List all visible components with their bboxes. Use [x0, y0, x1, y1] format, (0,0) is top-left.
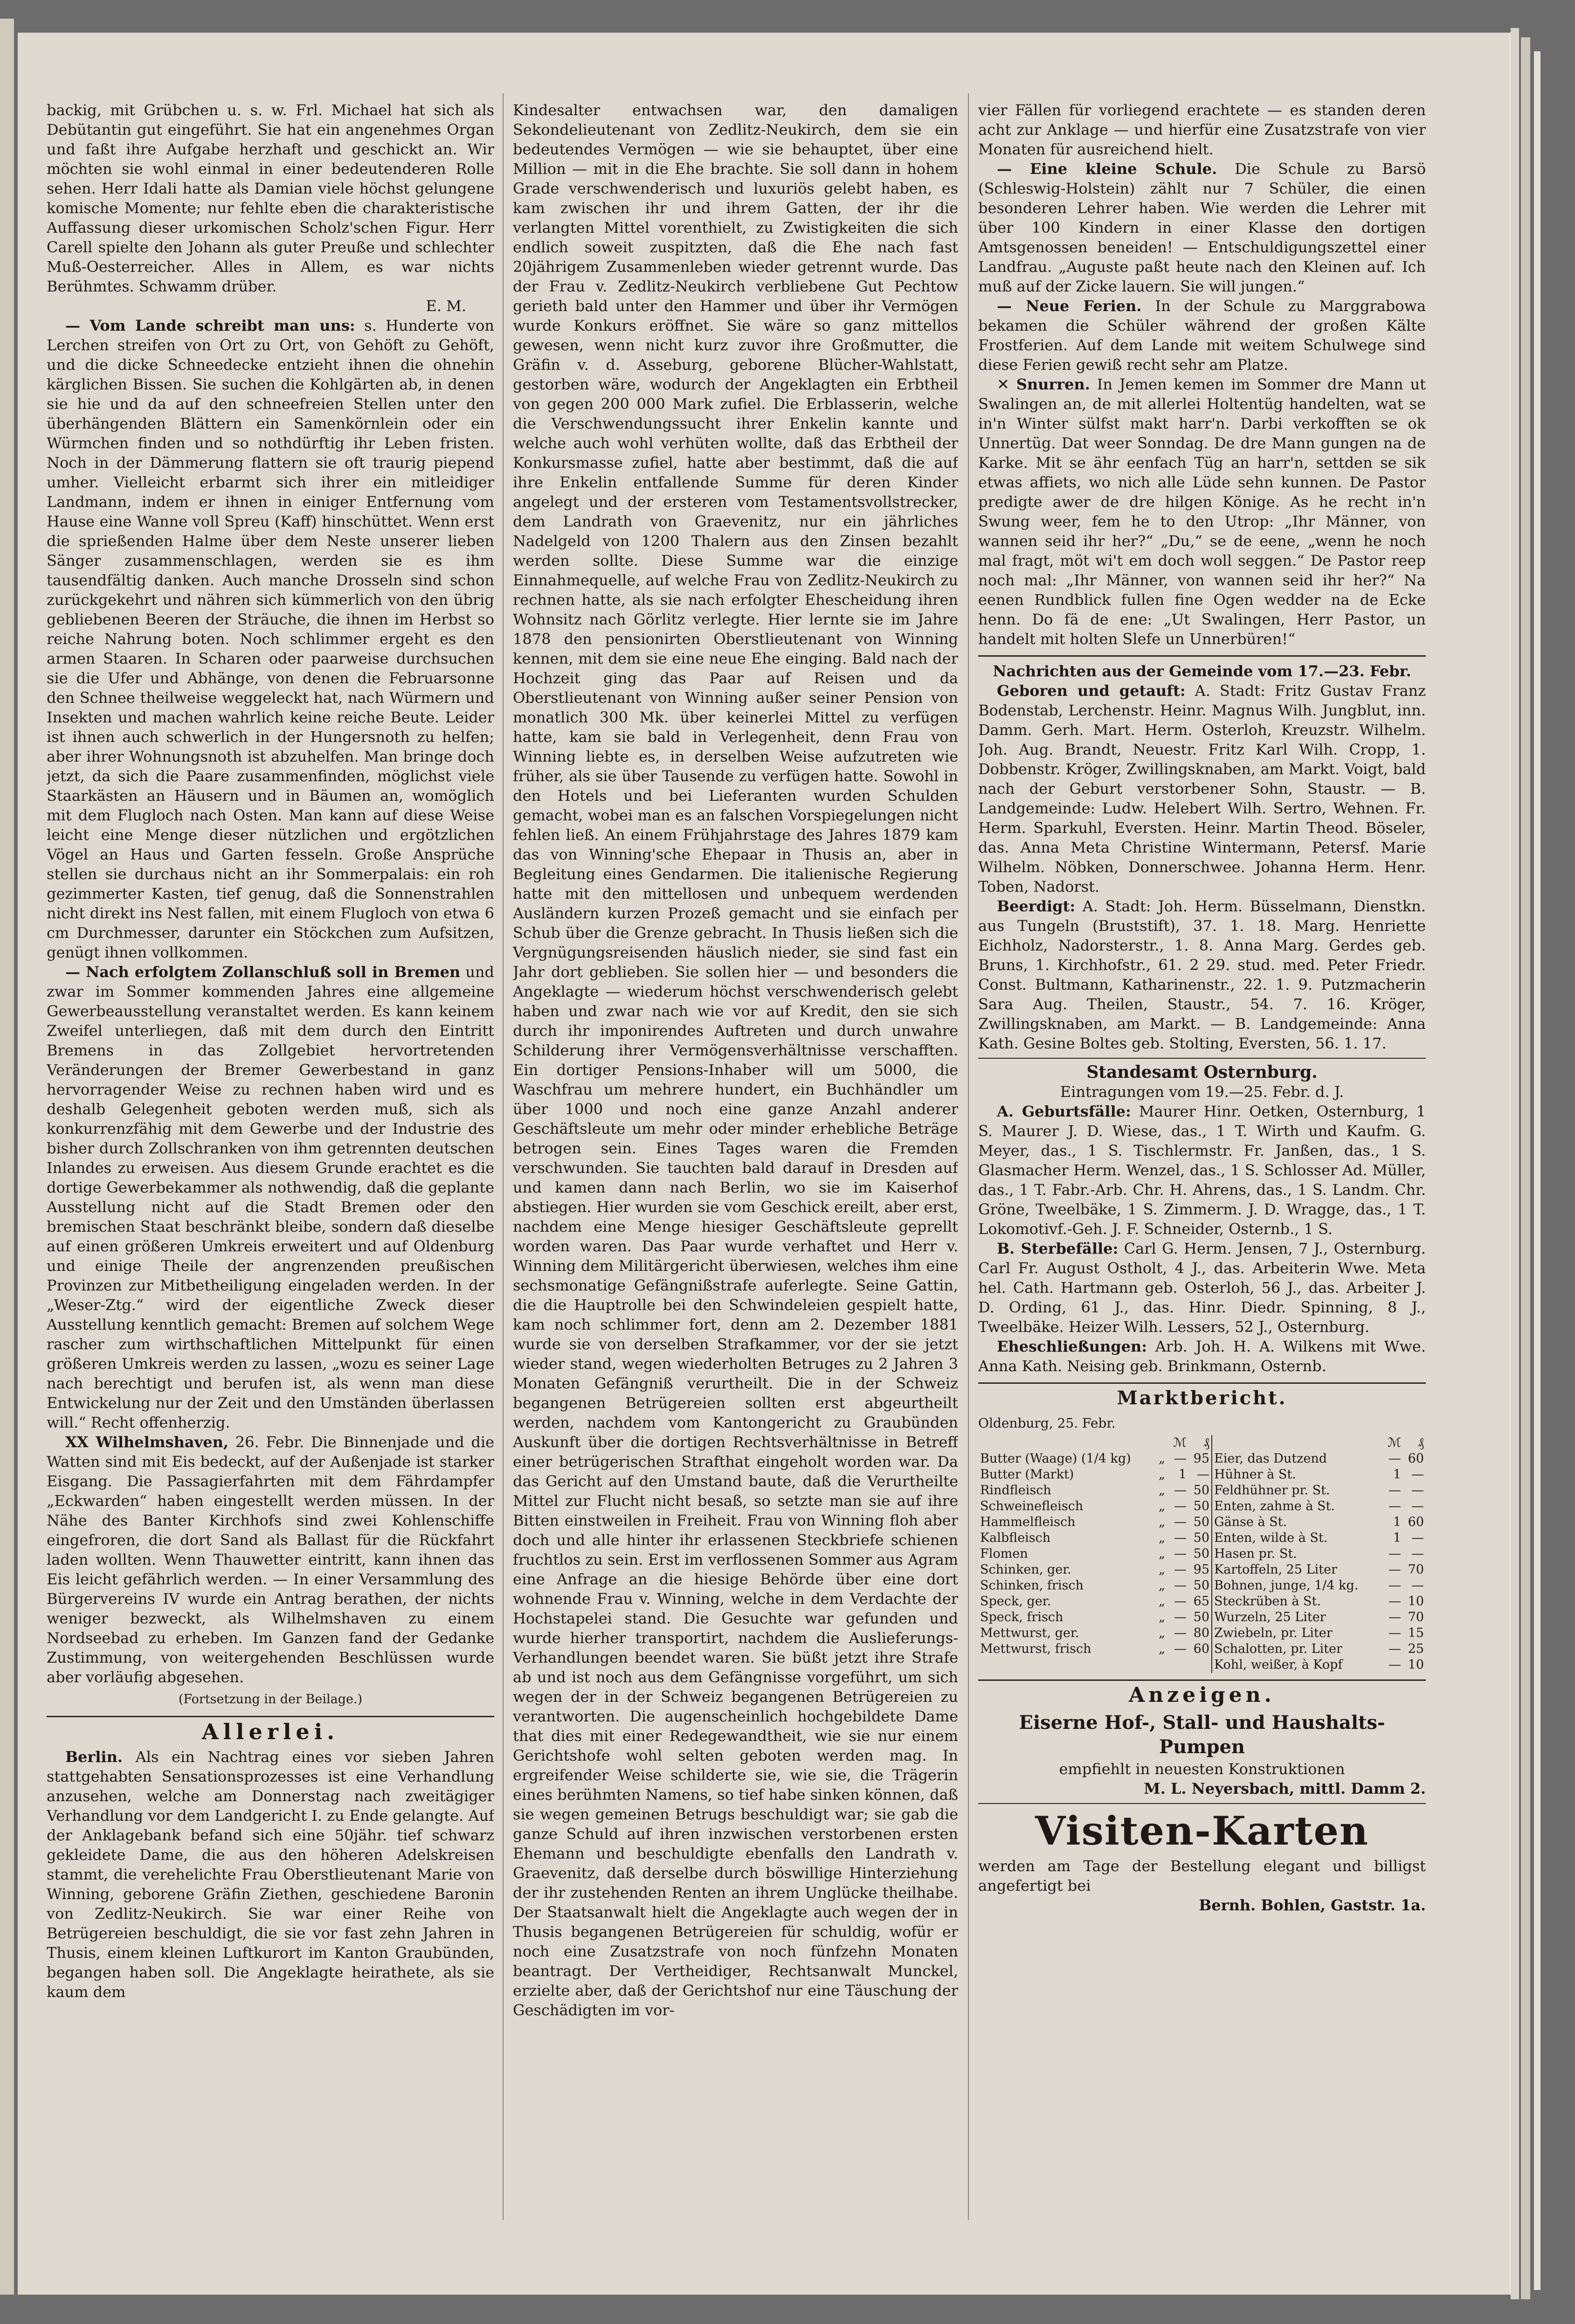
article-text: Als ein Nachtrag eines vor sieben Jahren stattgehabten Sensationsprozesses ist eine Verhandlung anzusehen, welche am Donnerstag nach zweitägiger Verhandlung vor dem Landgericht I. zu Ende gelangte. Auf der Anklagebank befand sich eine 50jähr. tief schwarz gekleidete Dame, die aus den höheren Adelskreisen stammt, die verehelichte Frau Oberstlieutenant Marie von Winning, geborene Gräfin Ziethen, geschiedene Baronin von Zedlitz-Neukirch. Sie war einer Reihe von Betrügereien beschuldigt, die sie vor fast zehn Jahren in Thusis, einem kleinen Luftkurort im Kanton Graubünden, begangen haben soll. Die Angeklagte heirathete, als sie kaum dem	[47, 1748, 494, 2001]
table-cell: Hammelfleisch	[980, 1515, 1076, 1529]
table-cell: 1	[1178, 1467, 1187, 1482]
table-cell: Rindfleisch	[980, 1483, 1051, 1498]
section-title-anzeigen: Anzeigen.	[1129, 1683, 1275, 1707]
table-cell: Flomen	[980, 1547, 1028, 1561]
author-signature: E. M.	[426, 297, 466, 315]
table-cell: 80	[1188, 1625, 1212, 1641]
table-row	[978, 1483, 1426, 1498]
article-text: A. Stadt: Fritz Gustav Franz Bodenstab, Lerchenstr. Heinr. Magnus Wilh. Jungblut, inn. Damm. Gerh. Mart. Herm. Osterloh, Kreuzstr. Wilhelm. Joh. Aug. Brandt, Neuestr. Fritz Karl Wilh. Cropp, 1. Dobbenstr. Kröger, Zwillingsknaben, am Markt. Voigt, bald nach der Geburt verstorbener Sohn, Staustr. — B. Landgemeinde: Ludw. Helebert Wilh. Sertro, Wehnen. Fr. Herm. Sparkuhl, Eversten. Heinr. Martin Theod. Böseler, das. Anna Meta Christine Wintermann, Petersf. Marie Wilhelm. Nöbken, Donnerschwee. Johanna Herm. Henr. Toben, Nadorst.	[978, 682, 1426, 895]
table-cell: 1	[1393, 1531, 1402, 1545]
sterbefaelle-entry	[978, 1239, 1426, 1337]
section-divider	[47, 1716, 494, 1717]
section-divider	[978, 1679, 1426, 1681]
article-wilhelmshaven	[47, 1432, 494, 1687]
table-cell: 70	[1408, 1562, 1424, 1577]
table-row	[978, 1625, 1426, 1641]
article-theatre: backig, mit Grübchen u. s. w. Frl. Michael hat sich als Debütantin gut eingeführt. Sie hat ein angenehmes Organ und faßt ihre Aufgabe herzhaft und geschickt an. Wir möchten sie wohl einmal in einer bedeutenderen Rolle sehen. Herr Idali hatte als Damian viele höchst gelungene komische Momente; nur fehlte eben die charakteristische Auffassung dieser urkomischen Scholz'schen Figur. Herr Carell spielte den Johann als guter Preuße und schlechter Muß-Oesterreicher. Alles in Allem, es war nichts Berühmtes. Schwamm drüber.	[47, 101, 494, 295]
table-cell: Mettwurst, frisch	[980, 1642, 1091, 1656]
headline-sterbefaelle: B. Sterbefälle:	[997, 1240, 1119, 1257]
unit-pfennig: ₰	[1188, 1435, 1212, 1451]
table-row	[978, 1514, 1426, 1530]
table-cell: —	[1388, 1594, 1402, 1609]
article-text: Die Schule zu Barsö (Schleswig-Holstein) zählt nur 7 Schüler, die einen besonderen Lehrer haben. Wie werden die Lehrer mit über 100 Kindern in einer Klasse den dortigen Amtsgenossen beneiden! — Entschuldigungszettel einer Landfrau. „Auguste paßt heute nach den Kleinen auf. Ich muß auf der Zicke lauern. Sie will jungen.“	[978, 160, 1426, 295]
table-cell: —	[1174, 1578, 1187, 1593]
beerdigt-entry	[978, 896, 1426, 1053]
section-divider	[978, 1382, 1426, 1384]
unit-mark: ℳ	[1173, 1436, 1187, 1450]
table-cell: —	[1388, 1610, 1402, 1624]
table-cell	[1157, 1657, 1168, 1673]
table-row	[978, 1467, 1426, 1483]
table-cell: Kartoffeln, 25 Liter	[1214, 1562, 1337, 1577]
ad-visitenkarten-firm: Bernh. Bohlen, Gaststr. 1a.	[1199, 1896, 1426, 1914]
headline-nachrichten: Nachrichten aus der Gemeinde vom 17.—23. Febr.	[993, 662, 1411, 680]
market-price-table	[978, 1435, 1426, 1673]
article-text: In Jemen kemen im Sommer dre Mann ut Swalingen an, de mit allerlei Holtentüg handelten, wat se in'n Winter sülfst makt harr'n. Darbi verkofften se ok Unnertüg. Dat weer Sonndag. De dre Mann gungen na de Karke. Mit se ähr eenfach Tüg an harr'n, settden se sik etwas affiets, wo nich alle Lüde sehn kunnen. De Pastor predigte awer de dre hilgen Könige. As he recht in'n Swung weer, fem he to den Utrop: „Ihr Männer, von wannen seid ihr her?“ „Du,“ se de eene, „wenn he noch mal fragt, möt wi't em doch woll seggen.“ De Pastor reep noch mal: „Ihr Männer, von wannen seid ihr her?“ Na eenen Rundblick fullen fine Ogen wedder na de Ecke henn. Do fä de ene: „Ut Swalingen, Herr Pastor, un handelt mit holten Slefe un Unnerbüren!“	[978, 375, 1426, 648]
table-cell: „	[1158, 1562, 1165, 1577]
table-cell: „	[1158, 1610, 1165, 1624]
table-cell: Enten, zahme à St.	[1214, 1499, 1335, 1513]
headline-neue-ferien: — Neue Ferien.	[997, 297, 1142, 315]
page-edge	[1521, 37, 1530, 2299]
article-text: und zwar im Sommer kommenden Jahres eine allgemeine Gewerbeausstellung veranstaltet werden. Es kann keinem Zweifel unterliegen, daß mit dem durch den Eintritt Bremens in das Zollgebiet hervortretenden Veränderungen der Bremer Gewerbestand in ganz hervorragender Weise zu rechnen haben wird und es deshalb Gelegenheit geboten werden muß, sich als konkurrenzfähig mit dem Gewerbe und der Industrie des bisher durch Zollschranken von ihm getrennten deutschen Inlandes zu erweisen. Aus diesem Grunde erachtet es die dortige Gewerbekammer als nothwendig, daß die geplante Ausstellung nicht auf die Stadt Bremen oder den bremischen Staat beschränkt bleibe, sondern daß dieselbe auf einen größeren Umkreis erweitert und auf Oldenburg und einige Theile der angrenzenden preußischen Provinzen zur Mitbetheiligung eingeladen werden. In der „Weser-Ztg.“ wird der eigentliche Zweck dieser Ausstellung kenntlich gemacht: Bremen auf solchem Wege rascher zum wirthschaftlichen Mittelpunkt für einen größeren Umkreis werden zu lassen, „wozu es seiner Lage nach berechtigt und berufen ist, als wenn man diese Entwickelung nur der Zeit und den Umständen überlassen will.“ Recht offenherzig.	[47, 963, 494, 1431]
table-cell: „	[1158, 1451, 1165, 1466]
table-cell: Speck, frisch	[980, 1610, 1064, 1624]
table-cell: —	[1388, 1451, 1402, 1466]
table-cell: —	[1411, 1483, 1424, 1498]
table-cell: „	[1158, 1515, 1165, 1529]
eheschliessungen-entry	[978, 1337, 1426, 1376]
cross-icon: ✕	[997, 375, 1016, 393]
table-cell: 50	[1188, 1578, 1212, 1594]
table-row	[978, 1562, 1426, 1578]
table-cell: 60	[1408, 1515, 1424, 1529]
table-cell: „	[1158, 1467, 1165, 1482]
table-cell: —	[1174, 1562, 1187, 1577]
table-cell: Schweinefleisch	[980, 1499, 1084, 1513]
article-text: 26. Febr. Die Binnenjade und die Watten sind mit Eis bedeckt, auf der Außenjade ist starker Eisgang. Die Passagierfahrten mit dem Fährdampfer „Eckwarden“ haben eingestellt werden müssen. In der Nähe des Banter Kirchhofs sind zwei Kohlenschiffe eingefroren, die dort Sand als Ballast für die Rückfahrt laden wollten. Wenn Thauwetter eintritt, kann ihnen das Eis leicht gefährlich werden. — In einer Versammlung des Bürgervereins IV wurde ein Antrag berathen, der nichts weniger bezweckt, als Wilhelmshaven zu einem Nordseebad zu erheben. Im Ganzen fand der Gedanke Zustimmung, von weitergehenden Beschlüssen wurde aber vorläufig abgesehen.	[47, 1433, 494, 1686]
headline-wilhelmshaven: XX Wilhelmshaven,	[65, 1433, 229, 1451]
table-row	[978, 1530, 1426, 1546]
article-text: s. Hunderte von Lerchen streifen von Ort zu Ort, von Gehöft zu Gehöft, und die dicke Schneedecke entzieht ihnen die ohnehin kärglichen Bissen. Sie suchen die Kohlgärten ab, in denen sie hie und da auf den schneefreien Stellen unter den überhängenden Blättern ein Samenkörnlein oder ein Würmchen finden und so nothdürftig ihr Leben fristen. Noch in der Dämmerung flattern sie oft traurig piepend umher. Vielleicht erbarmt sich ihrer ein mitleidiger Landmann, indem er ihnen in einiger Entfernung vom Hause eine Wanne voll Spreu (Kaff) hinschüttet. Wenn erst die sprießenden Halme über dem Neste unserer lieben Sänger zusammenschlagen, werden sie es ihm tausendfältig danken. Auch manche Drosseln sind schon zurückgekehrt und nähren sich kümmerlich von den übrig gebliebenen Beeren der Sträuche, die ihnen im Herbst so reiche Nahrung boten. Noch schlimmer ergeht es den armen Staaren. In Scharen oder paarweise durchsuchen sie die Ufer und Abhänge, von denen die Februarsonne den Schnee theilweise weggeleckt hat, nach Würmern und Insekten und machen wahrlich keine reiche Beute. Leider ist ihnen auch schwerlich in der Hungersnoth zu helfen; aber ihrer Wohnungsnoth ist abzuhelfen. Man bringe doch jetzt, da sich die Paare zusammenfinden, möglichst viele Staarkästen an Häusern und in Bäumen an, womöglich mit dem Flugloch nach Osten. Man kann auf diese Weise leicht eine Menge dieser nützlichen und ergötzlichen Vögel an Haus und Garten fesseln. Große Ansprüche stellen sie durchaus nicht an ihr Sommerpalais: ein roh gezimmerter Kasten, tief genug, daß die Sonnenstrahlen nicht direkt ins Nest fallen, mit einem Flugloch von etwa 6 cm Durchmesser, darunter ein Stöckchen zum Aufsitzen, genügt ihnen vollkommen.	[47, 317, 494, 961]
table-header-row	[978, 1435, 1426, 1451]
table-row	[978, 1546, 1426, 1562]
table-cell: 50	[1188, 1530, 1212, 1546]
article-berlin-end: vier Fällen für vorliegend erachtete — es standen deren acht zur Anklage — und hierfür eine Zusatzstrafe von vier Monaten für ausreichend hielt.	[978, 101, 1426, 158]
table-cell: 50	[1188, 1483, 1212, 1498]
table-cell: —	[1174, 1594, 1187, 1609]
table-cell: —	[1388, 1626, 1402, 1640]
table-cell: —	[1388, 1658, 1402, 1672]
table-row	[978, 1594, 1426, 1609]
table-cell: Kalbfleisch	[980, 1531, 1051, 1545]
table-cell: Schalotten, pr. Liter	[1214, 1642, 1342, 1656]
table-cell: „	[1158, 1531, 1165, 1545]
table-row	[978, 1641, 1426, 1657]
unit-pfennig: ₰	[1417, 1436, 1424, 1450]
table-cell: —	[1388, 1562, 1402, 1577]
table-cell	[978, 1657, 1157, 1673]
table-cell	[1168, 1657, 1188, 1673]
table-cell: —	[1174, 1547, 1187, 1561]
table-cell: —	[1174, 1499, 1187, 1513]
headline-geboren: Geboren und getauft:	[997, 682, 1186, 700]
table-cell: Enten, wilde à St.	[1214, 1531, 1328, 1545]
headline-eheschliessungen: Eheschließungen:	[997, 1338, 1147, 1355]
table-cell: —	[1411, 1531, 1424, 1545]
table-cell: —	[1411, 1578, 1424, 1593]
table-cell: Butter (Markt)	[980, 1467, 1074, 1482]
table-cell: —	[1174, 1642, 1187, 1656]
headline-vom-lande: — Vom Lande schreibt man uns:	[65, 317, 355, 334]
table-cell: 25	[1408, 1642, 1424, 1656]
table-cell: Eier, das Dutzend	[1214, 1451, 1327, 1466]
column-rule	[503, 93, 504, 2220]
table-cell: 10	[1408, 1594, 1424, 1609]
column-3	[978, 100, 1426, 2236]
table-cell: „	[1158, 1483, 1165, 1498]
article-text: Maurer Hinr. Oetken, Osternburg, 1 S. Maurer J. D. Wiese, das., 1 T. Wirth und Kaufm. G. Meyer, das., 1 S. Tischlermstr. Fr. Janßen, das., 1 S. Glasmacher Herm. Wenzel, das., 1 S. Schlosser Ad. Müller, das., 1 T. Fabr.-Arb. Chr. H. Ahrens, das., 1 S. Landm. Chr. Gröne, Tweelbäke, 1 S. Zimmerm. J. D. Wragge, das., 1 T. Lokomotivf.-Geh. J. F. Schneider, Osternb., 1 S.	[978, 1103, 1426, 1238]
article-text: Carl G. Herm. Jensen, 7 J., Osternburg. Carl Fr. August Ostholt, 4 J., das. Arbeiterin Wwe. Meta hel. Cath. Hartmann geb. Osterloh, 56 J., das. Arbeiter J. D. Ording, 61 J., das. Hinr. Diedr. Spinning, 8 J., Tweelbäke. Heizer Wilh. Lessers, 52 J., Osternburg.	[978, 1240, 1426, 1336]
column-1	[47, 100, 494, 2236]
table-cell: —	[1188, 1467, 1212, 1483]
previous-page-edge	[0, 19, 14, 2295]
markt-place-date: Oldenburg, 25. Febr.	[978, 1415, 1116, 1431]
headline-snurren: Snurren.	[1016, 375, 1090, 393]
table-cell: Mettwurst, ger.	[980, 1626, 1079, 1640]
article-snurren	[978, 375, 1426, 649]
table-row	[978, 1578, 1426, 1594]
column-rule	[968, 93, 969, 2220]
table-cell: Schinken, ger.	[980, 1562, 1071, 1577]
table-cell: Kohl, weißer, à Kopf	[1214, 1658, 1343, 1672]
table-cell: —	[1411, 1547, 1424, 1561]
headline-berlin: Berlin.	[65, 1748, 123, 1766]
article-zollanschluss	[47, 962, 494, 1432]
table-cell: „	[1158, 1642, 1165, 1656]
continuation-note: (Fortsetzung in der Beilage.)	[178, 1692, 363, 1707]
table-cell: —	[1388, 1547, 1402, 1561]
table-cell: 60	[1188, 1641, 1212, 1657]
headline-beerdigt: Beerdigt:	[997, 897, 1076, 915]
table-row	[978, 1657, 1426, 1673]
article-neue-ferien	[978, 296, 1426, 375]
table-cell: 15	[1408, 1626, 1424, 1640]
table-cell: —	[1174, 1610, 1187, 1624]
table-cell: 95	[1188, 1562, 1212, 1578]
geburtsfaelle-entry	[978, 1102, 1426, 1239]
page-edge	[1534, 51, 1540, 2290]
ad-visitenkarten-title: Visiten-Karten	[1035, 1808, 1369, 1854]
unit-mark: ℳ	[1388, 1436, 1402, 1450]
table-cell	[1188, 1657, 1212, 1673]
article-text: Arb. Joh. H. A. Wilkens mit Wwe. Anna Kath. Neising geb. Brinkmann, Osternb.	[978, 1338, 1426, 1375]
geboren-entry	[978, 681, 1426, 896]
ad-pumpen-title: Eiserne Hof-, Stall- und Haushalts-Pumpen	[1019, 1712, 1385, 1758]
table-cell: 95	[1188, 1451, 1212, 1467]
eintragungen-date: Eintragungen vom 19.—25. Febr. d. J.	[1060, 1083, 1344, 1101]
table-cell: —	[1388, 1578, 1402, 1593]
table-cell: 1	[1393, 1467, 1402, 1482]
table-cell: —	[1174, 1626, 1187, 1640]
table-cell: „	[1158, 1594, 1165, 1609]
table-cell: Schinken, frisch	[980, 1578, 1084, 1593]
table-cell: Feldhühner pr. St.	[1214, 1483, 1330, 1498]
table-cell: —	[1388, 1642, 1402, 1656]
ad-divider	[978, 1803, 1426, 1804]
table-cell: „	[1158, 1499, 1165, 1513]
table-cell: 60	[1408, 1451, 1424, 1466]
table-cell: 50	[1188, 1609, 1212, 1625]
table-cell: Butter (Waage) (1/4 kg)	[980, 1451, 1131, 1466]
table-cell: Wurzeln, 25 Liter	[1214, 1610, 1326, 1624]
table-cell: Steckrüben à St.	[1214, 1594, 1321, 1609]
article-text: A. Stadt: Joh. Herm. Büsselmann, Dienstkn. aus Tungeln (Bruststift), 37. 1. 18. Marg. Henriette Eichholz, Nadorsterstr., 1. 8. Anna Marg. Gerdes geb. Bruns, 1. Kirchhofstr., 61. 2 29. stud. med. Peter Friedr. Const. Bultmann, Katharinenstr., 22. 1. 9. Putzmacherin Sara Aug. Theilen, Staustr., 54. 7. 16. Kröger, Zwillingsknaben, am Markt. — B. Landgemeinde: Anna Kath. Gesine Boltes geb. Stolting, Eversten, 56. 1. 17.	[978, 897, 1426, 1052]
article-kleine-schule	[978, 159, 1426, 296]
article-vom-lande	[47, 316, 494, 962]
column-2	[513, 100, 958, 2236]
table-row	[978, 1609, 1426, 1625]
table-cell: Hühner à St.	[1214, 1467, 1296, 1482]
section-title-marktbericht: Marktbericht.	[1117, 1387, 1287, 1409]
table-cell: „	[1158, 1626, 1165, 1640]
table-cell: —	[1388, 1483, 1402, 1498]
table-cell: 50	[1188, 1546, 1212, 1562]
headline-standesamt: Standesamt Osternburg.	[1086, 1062, 1318, 1082]
headline-kleine-schule: — Eine kleine Schule.	[997, 160, 1217, 178]
article-berlin-continued: Kindesalter entwachsen war, den damaligen Sekondelieutenant von Zedlitz-Neukirch, dem sie ein bedeutendes Vermögen — wie sie behauptet, über eine Million — mit in die Ehe brachte. Sie soll dann in hohem Grade verschwenderisch und luxuriös gelebt haben, es kam zwischen ihr und ihrem Gatten, der ihr die verlangten Mittel vorenthielt, zu Zwistigkeiten die sich endlich soweit zuspitzten, daß die Ehe nach fast 20jährigem Zusammenleben wieder getrennt wurde. Das der Frau v. Zedlitz-Neukirch verbliebene Gut Pechtow gerieth bald unter den Hammer und über ihr Vermögen wurde Konkurs eröffnet. Sie wäre so ganz mittellos gewesen, wenn nicht kurz zuvor ihre Großmutter, die Gräfin v. d. Asseburg, geborene Blücher-Wahlstatt, gestorben wäre, wodurch der Angeklagten ein Erbtheil von gegen 200 000 Mark zufiel. Die Erblasserin, welche die Verschwendungssucht ihrer Enkelin kannte und welche auch wohl verhüten wollte, daß das Erbtheil der Konkursmasse zufiel, hatte aber bestimmt, daß die auf ihre Enkelin entfallende Summe für deren Kinder angelegt und der ersteren vom Testamentsvollstrecker, dem Landrath von Graevenitz, nur ein jährliches Nadelgeld von 1200 Thalern aus den Zinsen bezahlt werden sollte. Diese Summe war die einzige Einnahmequelle, auf welche Frau von Zedlitz-Neukirch zu rechnen hatte, als sie nach erfolgter Ehescheidung ihren Wohnsitz nach Görlitz verlegte. Hier lernte sie im Jahre 1878 den pensionirten Oberstlieutenant von Winning kennen, mit dem sie eine neue Ehe einging. Bald nach der Hochzeit ging das Paar auf Reisen und da Oberstlieutenant von Winning außer seiner Pension von monatlich 300 Mk. über keinerlei Mittel zu verfügen hatte, kam sie bald in Verlegenheit, denn Frau von Winning liebte es, in derselben Weise aufzutreten wie früher, als sie über Tausende zu verfügen hatte. Sowohl in den Hotels und bei Lieferanten wurden Schulden gemacht, wobei man es an falschen Vorspiegelungen nicht fehlen ließ. An einem Frühjahrstage des Jahres 1879 kam das von Winning'sche Ehepaar in Thusis an, aber in Begleitung eines Gendarmen. Die italienische Regierung hatte mit den mittellosen und unbequem werdenden Ausländern kurzen Prozeß gemacht und sie einfach per Schub über die Grenze gebracht. In Thusis ließen sich die Vergnügungsreisenden häuslich nieder, sie sind fast ein Jahr dort geblieben. Sie sollen hier — und besonders die Angeklagte — wiederum höchst verschwenderisch gelebt haben und zwar nach wie vor auf Kredit, den sie sich durch ihr imponirendes Auftreten und durch unwahre Schilderung ihrer Vermögensverhältnisse verschafften. Ein dortiger Pensions-Inhaber will um 5000, die Waschfrau um mehrere hundert, ein Buchhändler um über 1000 und noch eine ganze Anzahl anderer Geschäftsleute um mehr oder minder erhebliche Beträge betrogen sein. Eines Tages waren die Fremden verschwunden. Sie tauchten bald darauf in Dresden auf und kamen dann nach Berlin, wo sie im Kaiserhof abstiegen. Hier wurden sie vom Geschick ereilt, aber erst, nachdem eine Menge hiesiger Geschäftsleute geprellt worden waren. Das Paar wurde verhaftet und Herr v. Winning dem Militärgericht überwiesen, welches ihm eine sechsmonatige Gefängnißstrafe auferlegte. Seine Gattin, die die Hauptrolle bei den Schwindeleien gespielt hatte, kam noch schlimmer fort, denn am 2. Dezember 1881 wurde sie von derselben Strafkammer, vor der sie jetzt wieder stand, wegen wiederholten Betruges zu 2 Jahren 3 Monaten Gefängniß verurtheilt. Die in der Schweiz begangenen Betrügereien sollten erst abgeurtheilt werden, nachdem vom Kantongericht zu Graubünden Auskunft über die dortigen Rechtsverhältnisse in Betreff einer betrügerischen Strafthat eingeholt worden war. Da das Gericht auf den Umstand baute, daß die Verurtheilte Mittel zur Flucht nicht besaß, so setzte man sie auf ihre Bitten einstweilen in Freiheit. Frau von Winning floh aber doch und alle hinter ihr erlassenen Steckbriefe schienen fruchtlos zu sein. Erst im verflossenen Sommer aus Agram eine Anfrage an die hiesige Behörde über eine dort wohnende Frau v. Winning, welche in dem Verdachte der Hochstapelei stand. Die Gesuchte war gefunden und wurde hierher transportirt, nachdem die Auslieferungs-Verhandlungen beendet waren. Sie büßt jetzt ihre Strafe ab und ist noch aus dem Gefängnisse vorgeführt, um sich wegen der in der Schweiz begangenen Betrügereien zu verantworten. Die augenscheinlich hochgebildete Dame that dies mit einer Redegewandtheit, wie sie nur einem Gerichtshofe wohl selten geboten werden mag. In ergreifender Weise schilderte sie, wie sie, die Trägerin eines berühmten Namens, so tief habe sinken können, daß sie wegen gemeinen Betrugs beschuldigt war; sie gab die ganze Schuld auf ihren inzwischen verstorbenen ersten Ehemann und beschuldigte ebenfalls den Landrath v. Graevenitz, daß derselbe durch böswillige Hinterziehung der ihr zustehenden Renten an ihrem Unglücke theilhabe. Der Staatsanwalt hielt die Angeklagte auch wegen der in Thusis begangenen Betrügereien für schuldig, wofür er noch eine Zusatzstrafe von noch fünfzehn Monaten beantragt. Der Vertheidiger, Rechtsanwalt Munckel, erzielte aber, daß der Gerichtshof nur eine Täuschung der Geschädigten im vor-	[513, 101, 958, 2019]
table-cell: 1	[1393, 1515, 1402, 1529]
table-cell: Bohnen, junge, 1/4 kg.	[1214, 1578, 1359, 1593]
ad-pumpen-text: empfiehlt in neuesten Konstruktionen	[1059, 1760, 1345, 1778]
table-cell: —	[1174, 1531, 1187, 1545]
table-cell: —	[1174, 1515, 1187, 1529]
table-cell: 50	[1188, 1498, 1212, 1514]
headline-zollanschluss: — Nach erfolgtem Zollanschluß soll in Bremen	[65, 963, 461, 981]
table-cell: Zwiebeln, pr. Liter	[1214, 1626, 1333, 1640]
article-text: In der Schule zu Marggrabowa bekamen die Schüler während der großen Kälte Frostferien. Auf dem Lande mit weitem Schulwege sind diese Ferien gewiß recht sehr am Platze.	[978, 297, 1426, 374]
table-cell: Hasen pr. St.	[1214, 1547, 1297, 1561]
ad-visitenkarten-text: werden am Tage der Bestellung elegant und billigst angefertigt bei	[978, 1857, 1426, 1894]
table-cell: Speck, ger.	[980, 1594, 1051, 1609]
table-cell: —	[1411, 1467, 1424, 1482]
table-cell: —	[1174, 1451, 1187, 1466]
table-row	[978, 1498, 1426, 1514]
table-row	[978, 1451, 1426, 1467]
table-cell: 10	[1408, 1658, 1424, 1672]
headline-geburtsfaelle: A. Geburtsfälle:	[997, 1103, 1131, 1120]
table-cell: Gänse à St.	[1214, 1515, 1287, 1529]
table-cell: —	[1388, 1499, 1402, 1513]
table-cell: —	[1411, 1499, 1424, 1513]
table-cell: 70	[1408, 1610, 1424, 1624]
table-cell: „	[1158, 1578, 1165, 1593]
table-cell: „	[1158, 1547, 1165, 1561]
section-title-allerlei: Allerlei.	[201, 1719, 339, 1744]
table-cell: 65	[1188, 1594, 1212, 1609]
page-edge	[1511, 28, 1519, 2299]
table-cell: —	[1174, 1483, 1187, 1498]
article-berlin	[47, 1747, 494, 2002]
section-divider	[978, 655, 1426, 657]
table-cell: 50	[1188, 1514, 1212, 1530]
section-divider	[978, 1058, 1426, 1059]
ad-pumpen-firm: M. L. Neyersbach, mittl. Damm 2.	[1144, 1780, 1426, 1797]
